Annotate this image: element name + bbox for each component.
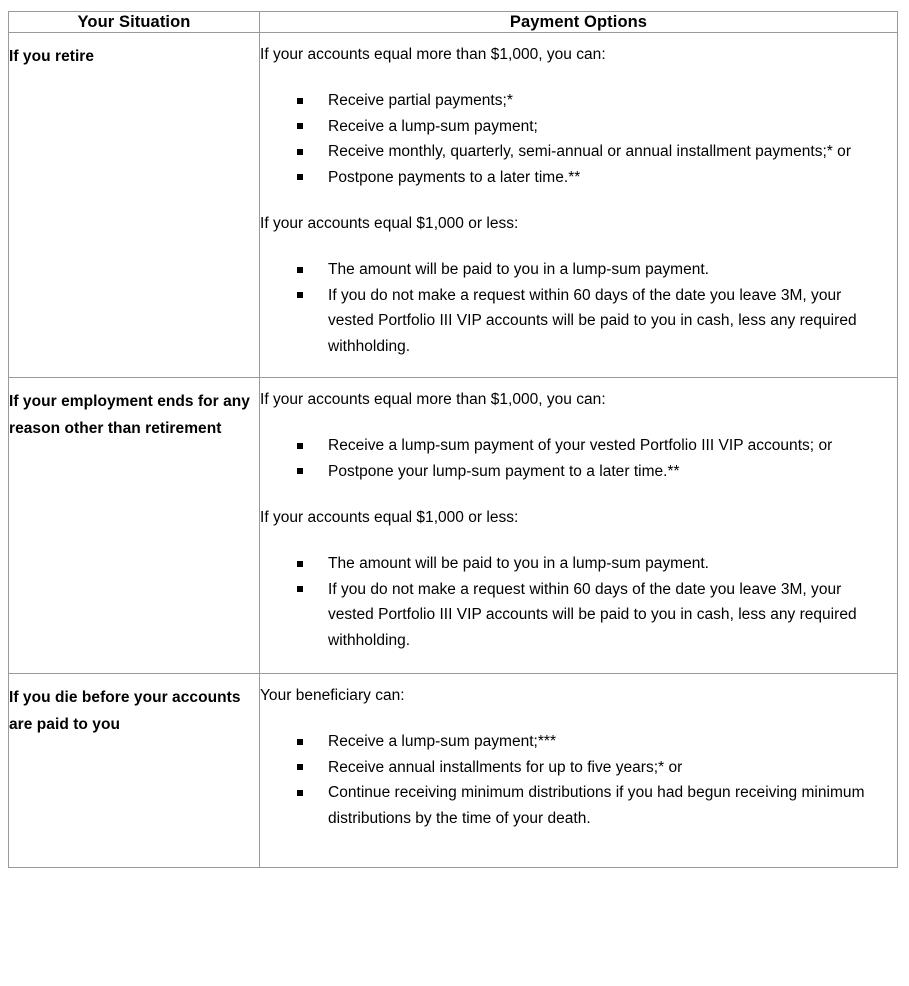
- bullet-square-icon: [297, 739, 303, 745]
- list-item: [260, 551, 897, 577]
- situation-cell: [9, 33, 260, 378]
- list-item-text: Receive annual installments for up to five years;* or: [328, 758, 683, 776]
- options-lead-text: If your accounts equal $1,000 or less:: [260, 215, 519, 232]
- list-item: [260, 283, 897, 360]
- options-bullet-list: [260, 88, 897, 190]
- list-item-text: Postpone your lump-sum payment to a later time.**: [328, 462, 680, 480]
- list-item: [260, 577, 897, 654]
- list-item: [260, 433, 897, 459]
- bullet-square-icon: [297, 586, 303, 592]
- list-item-text: Receive a lump-sum payment;: [328, 117, 538, 135]
- bullet-square-icon: [297, 790, 303, 796]
- spacer: [260, 707, 897, 729]
- list-item: [260, 755, 897, 781]
- list-item: [260, 114, 897, 140]
- bullet-square-icon: [297, 764, 303, 770]
- options-bullet-list: [260, 551, 897, 653]
- bullet-square-icon: [297, 292, 303, 298]
- list-item-text: Postpone payments to a later time.**: [328, 168, 581, 186]
- bullet-square-icon: [297, 267, 303, 273]
- list-item-text: Continue receiving minimum distributions if you had begun receiving minimum distributions by the time of your death.: [328, 784, 865, 827]
- list-item: [260, 459, 897, 485]
- list-item-text: Receive a lump-sum payment of your vested Portfolio III VIP accounts; or: [328, 437, 833, 454]
- table-row: [9, 674, 898, 868]
- bullet-square-icon: [297, 468, 303, 474]
- options-content: [260, 389, 897, 653]
- spacer: [260, 529, 897, 551]
- list-item: [260, 780, 897, 831]
- spacer: [260, 235, 897, 257]
- bullet-square-icon: [297, 561, 303, 567]
- options-content: [260, 685, 897, 831]
- options-bullet-list: [260, 729, 897, 831]
- options-bullet-list: [260, 257, 897, 359]
- table-header-row: [9, 12, 898, 33]
- spacer: [260, 190, 897, 213]
- spacer: [260, 484, 897, 507]
- bullet-square-icon: [297, 443, 303, 449]
- table-header: [9, 12, 898, 33]
- list-item-text: Receive a lump-sum payment;***: [328, 733, 557, 750]
- options-lead-text: If your accounts equal $1,000 or less:: [260, 509, 519, 526]
- table-row: [9, 378, 898, 674]
- situation-cell: [9, 674, 260, 868]
- bullet-square-icon: [297, 149, 303, 155]
- bullet-square-icon: [297, 98, 303, 104]
- payment-options-cell: [260, 33, 898, 378]
- list-item-text: If you do not make a request within 60 days of the date you leave 3M, your vested Portfolio III VIP accounts will be paid to you in cash, less any required withholding.: [328, 580, 857, 649]
- bullet-square-icon: [297, 174, 303, 180]
- list-item: [260, 729, 897, 755]
- options-bullet-list: [260, 433, 897, 484]
- spacer: [260, 66, 897, 88]
- list-item-text: Receive partial payments;*: [328, 92, 513, 109]
- payment-options-table: [8, 11, 898, 868]
- situation-cell: [9, 378, 260, 674]
- list-item-text: If you do not make a request within 60 days of the date you leave 3M, your vested Portfolio III VIP accounts will be paid to you in cash, less any required withholding.: [328, 286, 857, 355]
- list-item: [260, 88, 897, 114]
- column-header-situation: Your Situation: [9, 12, 260, 33]
- situation-label: If you retire: [9, 48, 95, 65]
- options-lead-text: If your accounts equal more than $1,000, you can:: [260, 391, 606, 408]
- bullet-square-icon: [297, 123, 303, 129]
- list-item: [260, 257, 897, 283]
- list-item-text: The amount will be paid to you in a lump-sum payment.: [328, 261, 709, 278]
- list-item: [260, 165, 897, 191]
- situation-label: If your employment ends for any reason other than retirement: [9, 393, 250, 437]
- options-content: [260, 44, 897, 359]
- list-item-text: The amount will be paid to you in a lump-sum payment.: [328, 555, 709, 572]
- options-lead-text: Your beneficiary can:: [260, 687, 405, 704]
- table-row: [9, 33, 898, 378]
- column-header-payment-options: Payment Options: [260, 12, 898, 33]
- situation-label: If you die before your accounts are paid to you: [9, 689, 241, 733]
- options-lead-text: If your accounts equal more than $1,000, you can:: [260, 46, 606, 63]
- list-item-text: Receive monthly, quarterly, semi-annual or annual installment payments;* or: [328, 143, 852, 160]
- list-item: [260, 139, 897, 165]
- spacer: [260, 411, 897, 433]
- payment-options-cell: [260, 378, 898, 674]
- table-body: [9, 33, 898, 868]
- payment-options-cell: [260, 674, 898, 868]
